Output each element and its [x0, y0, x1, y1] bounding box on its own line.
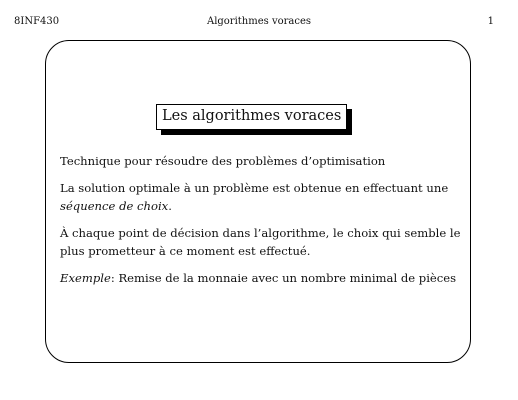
paragraph-solution [60, 179, 470, 215]
paragraph-technique [60, 152, 470, 170]
paragraph-example-text: : Remise de la monnaie avec un nombre minimal de pièces [110, 271, 457, 285]
emphasis-exemple: Exemple [60, 271, 111, 285]
paragraph-solution-line1: La solution optimale à un problème est obtenue en effectuant une [60, 181, 449, 195]
emphasis-sequence: séquence de choix [60, 199, 169, 213]
paragraph-technique-text: Technique pour résoudre des problèmes d’optimisation [60, 154, 386, 168]
paragraph-decision-line2: plus prometteur à ce moment est effectué. [60, 244, 311, 258]
paragraph-decision-line1: À chaque point de décision dans l’algorithme, le choix qui semble le [60, 226, 461, 240]
running-title: Algorithmes voraces [206, 16, 312, 27]
page-number: 1 [487, 16, 494, 27]
slide-title-box [156, 104, 347, 130]
paragraph-decision [60, 224, 470, 260]
paragraph-solution-end: . [168, 199, 172, 213]
course-code: 8INF430 [14, 16, 60, 27]
paragraph-example [60, 269, 470, 287]
slide-title: Les algorithmes voraces [156, 104, 347, 130]
slide-body [60, 152, 470, 296]
